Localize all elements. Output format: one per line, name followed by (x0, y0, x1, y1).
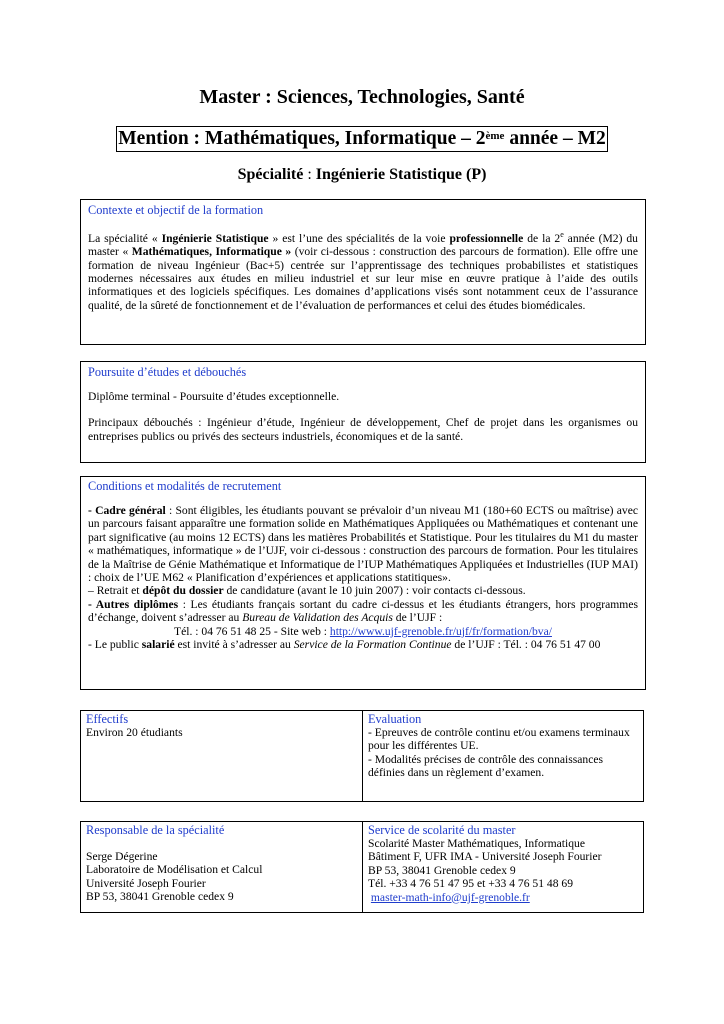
page-title: Master : Sciences, Technologies, Santé (199, 86, 525, 108)
evaluation-title: Evaluation (368, 712, 422, 726)
specialite-heading: Spécialité : Ingénierie Statistique (P) (237, 166, 487, 183)
evaluation-line-1: - Epreuves de contrôle continu et/ou examens terminaux pour les différentes UE. (368, 726, 630, 753)
scolarite-line-1: Scolarité Master Mathématiques, Informatique (368, 837, 585, 850)
effectifs-evaluation-table (80, 710, 644, 802)
responsable-univ: Université Joseph Fourier (86, 876, 206, 890)
conditions-public: - Le public salarié est invité à s’adresser au Service de la Formation Continue de l’UJF : Tél. : 04 76 51 47 00 (88, 638, 601, 652)
scolarite-line-4: Tél. +33 4 76 51 47 95 et +33 4 76 51 48 69 (368, 877, 574, 891)
conditions-cadre: - Cadre général : Sont éligibles, les étudiants pouvant se prévaloir d’un niveau M1 (180+60 ECTS ou maîtrise) avec un parcours faisant apparaître une formation solide en Mathématiques Appliquées ou Mathématiques et contenant une part significative (au moins 12 ECTS) dans les matières Probabilités et Statistique. Pour les titulaires du M1 du master « mathématiques, informatique » de l’UJF, voir ci-dessous : construction des parcours de formation. Pour les titulaires de la Maîtrise de Génie Mathématique et Informatique de l’IUP Mathématiques Appliquées et Industrielles (IUP MAI) : choix de l’UE M62 « Planification d’expériences et applications statitiques». (88, 504, 639, 585)
evaluation-line-2: - Modalités précises de contrôle des connaissances définies dans un règlement d’examen. (368, 752, 604, 780)
scolarite-line-3: BP 53, 38041 Grenoble cedex 9 (368, 863, 516, 877)
effectifs-text: Environ 20 étudiants (86, 726, 183, 739)
effectifs-title: Effectifs (86, 712, 129, 726)
responsable-cell (81, 822, 362, 912)
contexte-section (80, 199, 646, 345)
effectifs-cell (81, 711, 362, 801)
conditions-tel: Tél. : 04 76 51 48 25 - Site web : http://www.ujf-grenoble.fr/ujf/fr/formation/bva/ (174, 624, 552, 638)
poursuite-diplome: Diplôme terminal - Poursuite d’études exceptionnelle. (88, 390, 340, 403)
conditions-title: Conditions et modalités de recrutement (88, 479, 282, 493)
poursuite-title: Poursuite d’études et débouchés (88, 365, 247, 379)
bva-link[interactable]: http://www.ujf-grenoble.fr/ujf/fr/formation/bva/ (329, 624, 552, 638)
contexte-title: Contexte et objectif de la formation (88, 203, 264, 217)
scolarite-cell (362, 822, 643, 912)
contexte-text: La spécialité « Ingénierie Statistique » est l’une des spécialités de la voie professionnelle de la 2e année (M2) du master « Mathématiques, Informatique » (voir ci-dessous : construction des parcours de formation). Elle offre une formation de niveau Ingénieur (Bac+5) centrée sur l’apprentissage des techniques probabilistes et statistiques modernes nécessaires aux études en milieu industriel et sur leur mise en œuvre pratique à l’aide des outils informatiques et des logiciels spécifiques. Les domaines d’applications visés sont notamment ceux de l’assurance qualité, de la sûreté de fonctionnement et de l’évaluation de performances et celui des études biomédicales. (88, 230, 638, 312)
mention-heading: Mention : Mathématiques, Informatique – 2ème année – M2 (116, 126, 607, 152)
evaluation-cell (362, 711, 643, 801)
conditions-autres: - Autres diplômes : Les étudiants français sortant du cadre ci-dessus et les étudiants étrangers, hors programmes d’échange, doivent s’adresser au Bureau de Validation des Acquis de l’UJF : (88, 597, 638, 625)
conditions-retrait: – Retrait et dépôt du dossier de candidature (avant le 10 juin 2007) : voir contacts ci-dessous. (88, 584, 526, 598)
conditions-section (80, 476, 646, 690)
scolarite-line-2: Bâtiment F, UFR IMA - Université Joseph Fourier (368, 850, 602, 864)
responsable-lab: Laboratoire de Modélisation et Calcul (86, 863, 263, 877)
scolarite-title: Service de scolarité du master (368, 823, 516, 837)
scolarite-email-link[interactable]: master-math-info@ujf-grenoble.fr (370, 890, 530, 904)
responsable-address: BP 53, 38041 Grenoble cedex 9 (86, 890, 234, 904)
poursuite-section (80, 361, 646, 463)
responsable-name: Serge Dégerine (86, 850, 158, 863)
responsable-title: Responsable de la spécialité (86, 823, 225, 837)
contacts-table (80, 821, 644, 913)
poursuite-debouches: Principaux débouchés : Ingénieur d’étude, Ingénieur de développement, Chef de projet dans les organismes ou entreprises publics ou privés des secteurs industriels, économiques et de la santé. (88, 416, 638, 443)
